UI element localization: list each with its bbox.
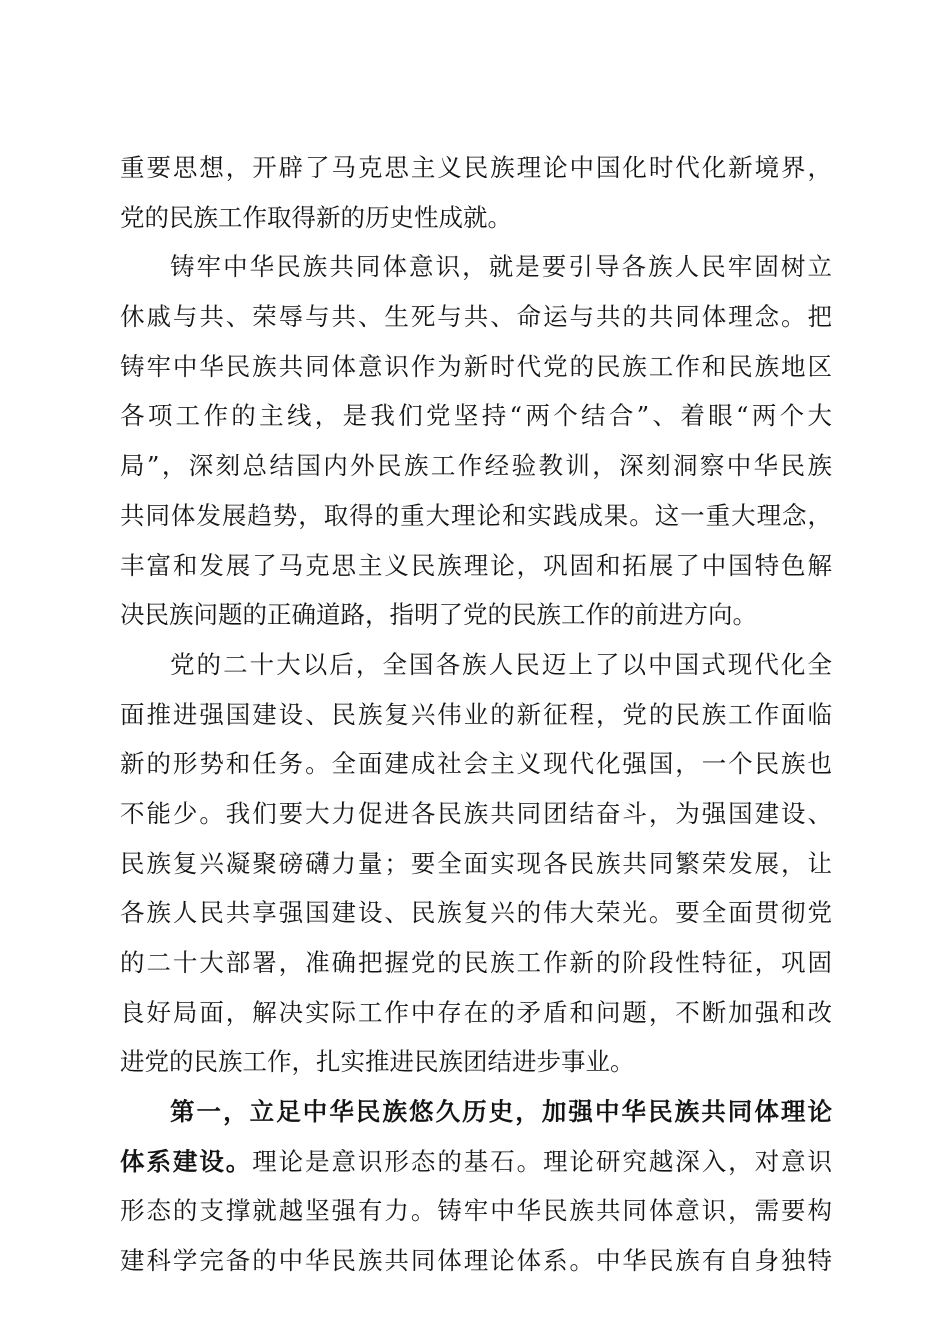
paragraph-line: 面推进强国建设、民族复兴伟业的新征程，党的民族工作面临 — [120, 699, 832, 729]
paragraph-text: 理论是意识形态的基石。理论研究越深入，对意识 — [252, 1146, 833, 1176]
paragraph-line: 进党的民族工作，扎实推进民族团结进步事业。 — [120, 1047, 635, 1077]
paragraph-line: 建科学完备的中华民族共同体理论体系。中华民族有自身独特 — [120, 1246, 832, 1276]
paragraph-line: 铸牢中华民族共同体意识，就是要引导各族人民牢固树立 — [170, 252, 832, 282]
paragraph-line: 党的二十大以后，全国各族人民迈上了以中国式现代化全 — [170, 649, 832, 679]
paragraph-line: 形态的支撑就越坚强有力。铸牢中华民族共同体意识，需要构 — [120, 1196, 832, 1226]
paragraph-line: 良好局面，解决实际工作中存在的矛盾和问题，不断加强和改 — [120, 997, 832, 1027]
paragraph-line: 不能少。我们要大力促进各民族共同团结奋斗，为强国建设、 — [120, 798, 832, 828]
paragraph-line: 新的形势和任务。全面建成社会主义现代化强国，一个民族也 — [120, 749, 832, 779]
paragraph-line: 丰富和发展了马克思主义民族理论，巩固和拓展了中国特色解 — [120, 550, 832, 580]
paragraph-line: 决民族问题的正确道路，指明了党的民族工作的前进方向。 — [120, 600, 757, 630]
section-heading-text: 体系建设。 — [120, 1146, 253, 1176]
section-heading-line — [120, 1087, 832, 1137]
paragraph-line: 民族复兴凝聚磅礴力量；要全面实现各民族共同繁荣发展，让 — [120, 848, 832, 878]
paragraph-line: 铸牢中华民族共同体意识作为新时代党的民族工作和民族地区 — [120, 351, 832, 381]
paragraph-line — [120, 1137, 832, 1187]
paragraph-line: 各族人民共享强国建设、民族复兴的伟大荣光。要全面贯彻党 — [120, 898, 832, 928]
section-heading-text: 第一，立足中华民族悠久历史，加强中华民族共同体理论 — [170, 1097, 832, 1127]
document-body — [120, 143, 832, 1286]
paragraph-line: 各项工作的主线，是我们党坚持“两个结合”、着眼“两个大 — [120, 401, 832, 431]
paragraph-line: 的二十大部署，准确把握党的民族工作新的阶段性特征，巩固 — [120, 948, 832, 977]
paragraph-line: 重要思想，开辟了马克思主义民族理论中国化时代化新境界， — [120, 153, 832, 182]
paragraph-line: 共同体发展趋势，取得的重大理论和实践成果。这一重大理念， — [120, 500, 832, 530]
paragraph-line: 党的民族工作取得新的历史性成就。 — [120, 202, 512, 232]
paragraph-line: 休戚与共、荣辱与共、生死与共、命运与共的共同体理念。把 — [120, 302, 832, 332]
paragraph-line: 局”，深刻总结国内外民族工作经验教训，深刻洞察中华民族 — [120, 451, 832, 481]
